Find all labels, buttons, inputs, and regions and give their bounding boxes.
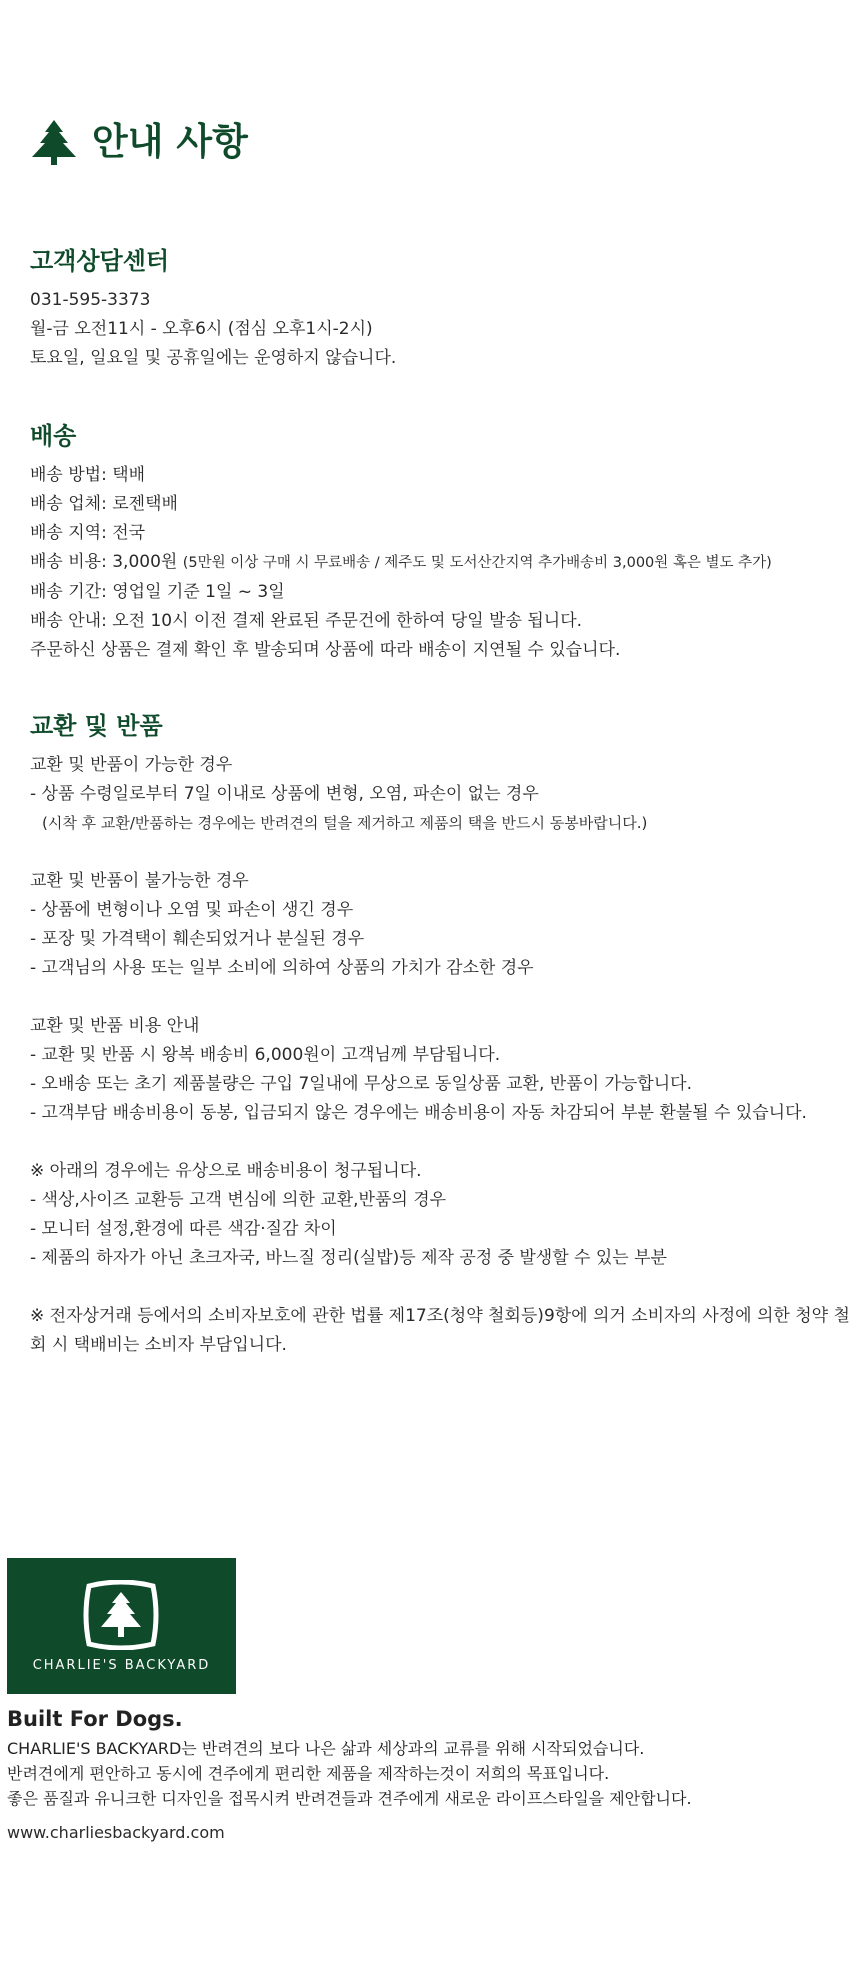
returns-possible-note: (시착 후 교환/반품하는 경우에는 반려견의 털을 제거하고 제품의 택을 반드시 동봉바랍니다.) — [42, 814, 648, 832]
brand-logo-text: CHARLIE'S BACKYARD — [32, 1658, 211, 1673]
shipping-cost-note: (5만원 이상 구매 시 무료배송 / 제주도 및 도서산간지역 추가배송비 3,000원 혹은 별도 추가) — [182, 555, 772, 571]
shipping-method: 배송 방법: 택배 — [30, 465, 146, 485]
cs-closed-days: 토요일, 일요일 및 공휴일에는 운영하지 않습니다. — [30, 348, 397, 368]
returns-legal-note: ※ 전자상거래 등에서의 소비자보호에 관한 법률 제17조(청약 철회등)9항에 의거 소비자의 사정에 의한 청약 철회 시 택배비는 소비자 부담입니다. — [30, 1306, 850, 1355]
brand-about-line: 좋은 품질과 유니크한 디자인을 접목시켜 반려견들과 견주에게 새로운 라이프스타일을 제안합니다. — [7, 1789, 692, 1808]
returns-impossible-item: - 상품에 변형이나 오염 및 파손이 생긴 경우 — [30, 900, 354, 920]
cs-hours: 월-금 오전11시 - 오후6시 (점심 오후1시-2시) — [30, 319, 373, 339]
shipping-period: 배송 기간: 영업일 기준 1일 ~ 3일 — [30, 582, 285, 602]
returns-paid-title: ※ 아래의 경우에는 유상으로 배송비용이 청구됩니다. — [30, 1161, 422, 1181]
returns-section — [30, 709, 860, 1360]
brand-website-link[interactable]: www.charliesbackyard.com — [7, 1823, 225, 1842]
returns-impossible-item: - 고객님의 사용 또는 일부 소비에 의하여 상품의 가치가 감소한 경우 — [30, 958, 534, 978]
customer-service-heading: 고객상담센터 — [30, 247, 170, 275]
brand-about-line: 반려견에게 편안하고 동시에 견주에게 편리한 제품을 제작하는것이 저희의 목표입니다. — [7, 1764, 610, 1783]
customer-service-section — [30, 244, 860, 373]
returns-cost-item: - 오배송 또는 초기 제품불량은 구입 7일내에 무상으로 동일상품 교환, 반품이 가능합니다. — [30, 1074, 692, 1094]
brand-section — [7, 1558, 767, 1845]
shipping-cost: 배송 비용: 3,000원 — [30, 552, 178, 572]
returns-possible-title: 교환 및 반품이 가능한 경우 — [30, 755, 233, 775]
shipping-section — [30, 419, 860, 665]
shipping-cost-line — [30, 548, 860, 578]
returns-paid-item: - 색상,사이즈 교환등 고객 변심에 의한 교환,반품의 경우 — [30, 1190, 447, 1210]
notice-title-row — [30, 118, 248, 166]
returns-impossible-title: 교환 및 반품이 불가능한 경우 — [30, 871, 249, 891]
returns-cost-item: - 고객부담 배송비용이 동봉, 입금되지 않은 경우에는 배송비용이 자동 차감되어 부분 환불될 수 있습니다. — [30, 1103, 807, 1123]
returns-possible-item: - 상품 수령일로부터 7일 이내로 상품에 변형, 오염, 파손이 없는 경우 — [30, 784, 539, 804]
brand-about-line: CHARLIE'S BACKYARD는 반려견의 보다 나은 삶과 세상과의 교류를 위해 시작되었습니다. — [7, 1739, 645, 1758]
returns-impossible-item: - 포장 및 가격택이 훼손되었거나 분실된 경우 — [30, 929, 365, 949]
brand-tagline: Built For Dogs. — [7, 1707, 183, 1731]
shipping-carrier: 배송 업체: 로젠택배 — [30, 494, 178, 514]
shipping-heading: 배송 — [30, 422, 77, 450]
returns-cost-title: 교환 및 반품 비용 안내 — [30, 1016, 200, 1036]
returns-paid-item: - 제품의 하자가 아닌 초크자국, 바느질 정리(실밥)등 제작 공정 중 발생할 수 있는 부분 — [30, 1248, 667, 1268]
returns-paid-item: - 모니터 설정,환경에 따른 색감·질감 차이 — [30, 1219, 337, 1239]
pine-tree-icon — [30, 118, 78, 166]
shipping-guide: 배송 안내: 오전 10시 이전 결제 완료된 주문건에 한하여 당일 발송 됩니다. — [30, 611, 583, 631]
returns-cost-item: - 교환 및 반품 시 왕복 배송비 6,000원이 고객님께 부담됩니다. — [30, 1045, 501, 1065]
brand-logo — [7, 1558, 236, 1694]
shipping-area: 배송 지역: 전국 — [30, 523, 146, 543]
returns-heading: 교환 및 반품 — [30, 712, 163, 740]
cs-phone: 031-595-3373 — [30, 290, 151, 310]
notice-title: 안내 사항 — [92, 120, 248, 163]
shipping-delay: 주문하신 상품은 결제 확인 후 발송되며 상품에 따라 배송이 지연될 수 있습니다. — [30, 640, 621, 660]
